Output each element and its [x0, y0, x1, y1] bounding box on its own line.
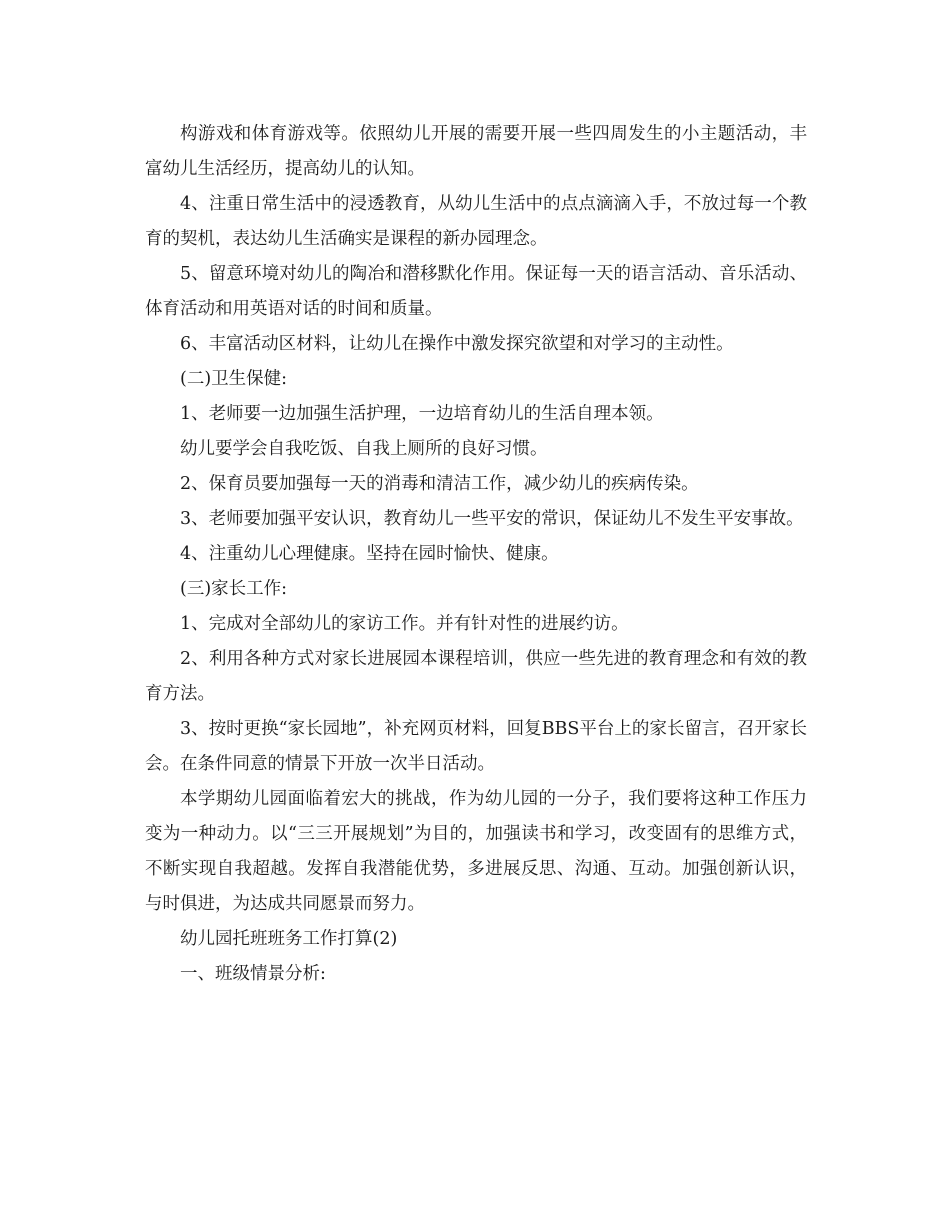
paragraph: 3、按时更换“家长园地”，补充网页材料，回复BBS平台上的家长留言，召开家长会。在条件同意的情景下开放一次半日活动。 — [145, 719, 807, 774]
paragraph: 2、保育员要加强每一天的消毒和清洁工作，减少幼儿的疾病传染。 — [180, 474, 699, 494]
paragraph: 1、完成对全部幼儿的家访工作。并有针对性的进展约访。 — [180, 614, 629, 634]
paragraph: 1、老师要一边加强生活护理，一边培育幼儿的生活自理本领。 — [180, 404, 664, 424]
section-heading: (二)卫生保健: — [180, 369, 288, 389]
paragraph: 幼儿要学会自我吃饭、自我上厕所的良好习惯。 — [180, 439, 548, 459]
paragraph: 构游戏和体育游戏等。依照幼儿开展的需要开展一些四周发生的小主题活动，丰富幼儿生活经历，提高幼儿的认知。 — [145, 124, 807, 179]
paragraph: 4、注重幼儿心理健康。坚持在园时愉快、健康。 — [180, 544, 559, 564]
paragraph: 3、老师要加强平安认识，教育幼儿一些平安的常识，保证幼儿不发生平安事故。 — [180, 509, 804, 529]
document-body — [145, 117, 807, 992]
document-title: 幼儿园托班班务工作打算(2) — [180, 929, 398, 949]
paragraph: 本学期幼儿园面临着宏大的挑战，作为幼儿园的一分子，我们要将这种工作压力变为一种动力。以“三三开展规划”为目的，加强读书和学习，改变固有的思维方式，不断实现自我超越。发挥自我潜能优势，多进展反思、沟通、互动。加强创新认识，与时俱进，为达成共同愿景而努力。 — [145, 789, 807, 914]
section-heading: (三)家长工作: — [180, 579, 288, 599]
paragraph: 2、利用各种方式对家长进展园本课程培训，供应一些先进的教育理念和有效的教育方法。 — [145, 649, 807, 704]
paragraph: 5、留意环境对幼儿的陶冶和潜移默化作用。保证每一天的语言活动、音乐活动、体育活动和用英语对话的时间和质量。 — [145, 264, 807, 319]
section-heading: 一、班级情景分析: — [180, 964, 326, 984]
paragraph: 6、丰富活动区材料，让幼儿在操作中激发探究欲望和对学习的主动性。 — [180, 334, 734, 354]
paragraph: 4、注重日常生活中的浸透教育，从幼儿生活中的点点滴滴入手，不放过每一个教育的契机，表达幼儿生活确实是课程的新办园理念。 — [145, 194, 807, 249]
